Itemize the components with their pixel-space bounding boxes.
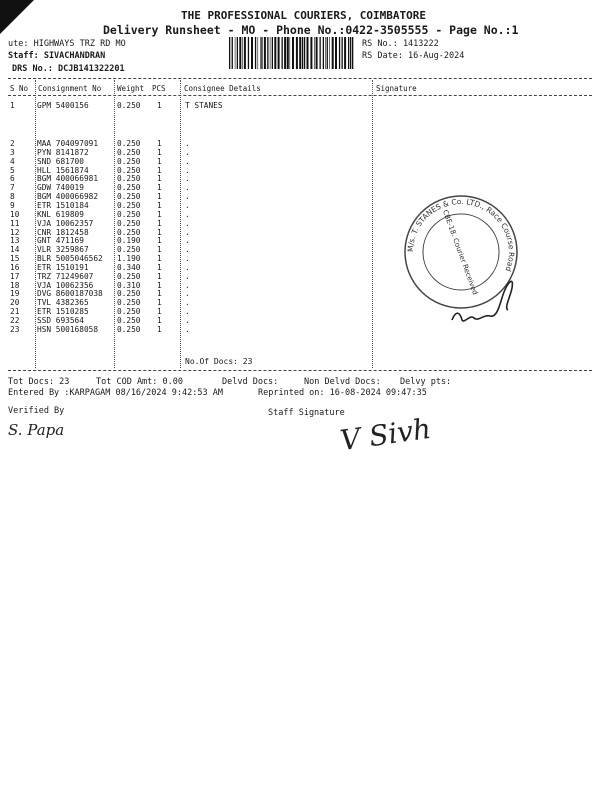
cell-consignee: . xyxy=(185,139,190,148)
route-label: ute: HIGHWAYS TRZ RD MO xyxy=(8,39,126,49)
cell-sno: 4 xyxy=(10,156,15,166)
cell-pcs: 1 xyxy=(157,165,162,175)
no-of-docs: No.Of Docs: 23 xyxy=(185,357,253,366)
cell-weight: 0.250 xyxy=(117,183,141,193)
cell-weight: 0.250 xyxy=(117,101,141,110)
cell-weight: 0.250 xyxy=(117,324,141,334)
cell-pcs: 1 xyxy=(157,280,162,290)
cell-sno: 14 xyxy=(10,245,20,255)
non-delivered-docs: Non Delvd Docs: xyxy=(304,377,381,387)
barcode-bar xyxy=(229,37,230,69)
verified-by-signature: S. Papa xyxy=(8,421,65,439)
cell-sno: 22 xyxy=(10,316,20,325)
cell-consignee: . xyxy=(185,271,190,281)
cell-weight: 0.250 xyxy=(117,307,141,317)
barcode-bar xyxy=(264,37,266,69)
cell-weight: 0.250 xyxy=(117,147,141,157)
cell-sno: 16 xyxy=(10,262,20,272)
cell-sno: 13 xyxy=(10,236,20,246)
tot-docs: Tot Docs: 23 xyxy=(8,377,70,387)
header-divider xyxy=(8,78,592,79)
cell-sno: 2 xyxy=(10,139,15,148)
col-consignee: Consignee Details xyxy=(184,84,261,93)
barcode-bar xyxy=(232,37,233,69)
cell-consignee: . xyxy=(185,298,190,308)
barcode-bar xyxy=(316,37,318,69)
cell-weight: 1.190 xyxy=(117,254,141,264)
cell-consignee: . xyxy=(185,174,190,184)
cell-weight: 0.250 xyxy=(117,209,141,219)
barcode-bar xyxy=(339,37,340,69)
cell-consignment-no: VLR 3259867 xyxy=(37,245,89,255)
barcode-bar xyxy=(292,37,294,69)
cell-consignment-no: VJA 10062356 xyxy=(37,280,94,290)
cell-pcs: 1 xyxy=(157,174,162,184)
delivery-points: Delvy pts: xyxy=(400,377,452,387)
barcode-bar xyxy=(335,37,337,69)
barcode-bar xyxy=(274,37,276,69)
barcode-bar xyxy=(327,37,328,69)
barcode-bar xyxy=(261,37,262,69)
col-weight: Weight xyxy=(117,84,145,93)
cell-pcs: 1 xyxy=(157,298,162,308)
barcode-bar xyxy=(244,37,246,69)
cell-consignee: . xyxy=(185,200,190,210)
barcode-bar xyxy=(287,37,289,69)
cell-sno: 15 xyxy=(10,254,20,264)
barcode-bar xyxy=(323,37,324,69)
cell-sno: 1 xyxy=(10,101,15,110)
cell-consignment-no: SND 681700 xyxy=(37,156,84,166)
cell-weight: 0.250 xyxy=(117,165,141,175)
barcode-bar xyxy=(307,37,309,69)
cell-sno: 3 xyxy=(10,147,15,157)
cell-pcs: 1 xyxy=(157,236,162,246)
cell-sno: 9 xyxy=(10,200,15,210)
cell-consignee: . xyxy=(185,209,190,219)
cell-consignment-no: GDW 740019 xyxy=(37,183,84,193)
runsheet-subtitle: Delivery Runsheet - MO - Phone No.:0422-3505555 - Page No.:1 xyxy=(103,23,519,37)
cell-sno: 17 xyxy=(10,271,20,281)
barcode-bar xyxy=(310,37,312,69)
barcode-bar xyxy=(251,37,253,69)
barcode-bar xyxy=(290,37,291,69)
table-row xyxy=(0,174,600,183)
stamp-outer-text: M/s. T. STANES & Co. LTD., Race Course Road xyxy=(405,196,517,273)
cell-pcs: 1 xyxy=(157,262,162,272)
cell-consignment-no: TVL 4382365 xyxy=(37,298,89,308)
barcode-bar xyxy=(284,37,286,69)
col-pcs: PCS xyxy=(152,84,166,93)
cell-consignee: . xyxy=(185,262,190,272)
delivered-docs: Delvd Docs: xyxy=(222,377,279,387)
rs-number: RS No.: 1413222 xyxy=(362,39,439,49)
barcode-bar xyxy=(255,37,256,69)
cell-pcs: 1 xyxy=(157,183,162,193)
table-header xyxy=(0,84,600,93)
barcode-bar xyxy=(278,37,280,69)
cell-weight: 0.250 xyxy=(117,271,141,281)
entered-by: Entered By :KARPAGAM 08/16/2024 9:42:53 AM xyxy=(8,388,223,398)
cell-consignee: . xyxy=(185,236,190,246)
cell-pcs: 1 xyxy=(157,324,162,334)
cell-sno: 8 xyxy=(10,192,15,202)
cell-consignee: . xyxy=(185,324,190,334)
cell-sno: 19 xyxy=(10,289,20,299)
cell-sno: 20 xyxy=(10,298,20,308)
cell-consignment-no: HSN 500168058 xyxy=(37,324,99,334)
barcode-bar xyxy=(272,37,273,69)
cell-consignee: . xyxy=(185,227,190,237)
cell-pcs: 1 xyxy=(157,147,162,157)
cell-consignment-no: BGM 400066982 xyxy=(37,192,99,202)
cell-consignment-no: GNT 471169 xyxy=(37,236,84,246)
cell-consignee: . xyxy=(185,254,190,264)
barcode-bar xyxy=(239,37,241,69)
barcode-bar xyxy=(267,37,268,69)
barcode-bar xyxy=(350,37,351,69)
cell-pcs: 1 xyxy=(157,307,162,317)
col-signature: Signature xyxy=(376,84,417,93)
cell-consignee: . xyxy=(185,156,190,166)
barcode-bar xyxy=(237,37,238,69)
cell-pcs: 1 xyxy=(157,139,162,148)
cell-pcs: 1 xyxy=(157,192,162,202)
cell-consignee: . xyxy=(185,192,190,202)
stamp-inner-text: CBE-18. Courier Received xyxy=(440,208,480,296)
col-consignment: Consignment No xyxy=(38,84,102,93)
barcode-bar xyxy=(325,37,326,69)
cell-weight: 0.310 xyxy=(117,280,141,290)
cell-pcs: 1 xyxy=(157,209,162,219)
cell-sno: 5 xyxy=(10,165,15,175)
staff-signature: V Sivh xyxy=(338,411,433,458)
table-row xyxy=(0,166,600,175)
cell-sno: 23 xyxy=(10,324,20,334)
barcode-bar xyxy=(304,37,305,69)
table-header-divider xyxy=(8,95,592,96)
cell-consignee: . xyxy=(185,218,190,228)
company-title: THE PROFESSIONAL COURIERS, COIMBATORE xyxy=(181,9,427,22)
cell-consignment-no: BGM 400066981 xyxy=(37,174,99,184)
cell-consignee: . xyxy=(185,289,190,299)
cell-consignment-no: GPM 5400156 xyxy=(37,101,89,110)
table-row xyxy=(0,157,600,166)
col-sno: S No xyxy=(10,84,29,93)
cell-consignment-no: ETR 1510184 xyxy=(37,200,89,210)
cell-sno: 11 xyxy=(10,218,20,228)
cell-consignment-no: ETR 1510191 xyxy=(37,262,89,272)
cell-sno: 12 xyxy=(10,227,20,237)
staff-label: Staff: SIVACHANDRAN xyxy=(8,51,106,61)
table-row xyxy=(0,139,600,148)
reprinted-on: Reprinted on: 16-08-2024 09:47:35 xyxy=(258,388,427,398)
cell-pcs: 1 xyxy=(157,218,162,228)
cell-consignee: . xyxy=(185,316,190,325)
cell-consignment-no: CNR 1812458 xyxy=(37,227,89,237)
table-row xyxy=(0,183,600,192)
cell-weight: 0.250 xyxy=(117,227,141,237)
cell-consignment-no: ETR 1510285 xyxy=(37,307,89,317)
verified-by-label: Verified By xyxy=(8,406,65,416)
cell-consignment-no: DVG 8600187038 xyxy=(37,289,103,299)
barcode-bar xyxy=(242,37,243,69)
barcode-bar xyxy=(299,37,301,69)
cell-weight: 0.250 xyxy=(117,200,141,210)
barcode-bar xyxy=(235,37,236,69)
cell-pcs: 1 xyxy=(157,254,162,264)
cell-consignment-no: HLL 1561874 xyxy=(37,165,89,175)
staff-signature-label: Staff Signature xyxy=(268,408,345,418)
barcode-bar xyxy=(248,37,249,69)
tot-cod-amount: Tot COD Amt: 0.00 xyxy=(96,377,183,387)
cell-consignee: . xyxy=(185,307,190,317)
cell-consignee: . xyxy=(185,280,190,290)
barcode-bar xyxy=(332,37,334,69)
cell-pcs: 1 xyxy=(157,245,162,255)
cell-weight: 0.250 xyxy=(117,298,141,308)
cell-consignment-no: MAA 704097091 xyxy=(37,139,99,148)
receiver-signature xyxy=(448,262,528,332)
barcode-bar xyxy=(270,37,271,69)
barcode-bar xyxy=(282,37,283,69)
barcode-bar xyxy=(329,37,330,69)
cell-sno: 18 xyxy=(10,280,20,290)
cell-weight: 0.250 xyxy=(117,245,141,255)
cell-pcs: 1 xyxy=(157,316,162,325)
rs-date: RS Date: 16-Aug-2024 xyxy=(362,51,465,61)
cell-pcs: 1 xyxy=(157,101,162,110)
table-row xyxy=(0,148,600,157)
cell-sno: 6 xyxy=(10,174,15,184)
cell-consignee: . xyxy=(185,165,190,175)
cell-weight: 0.250 xyxy=(117,289,141,299)
barcode-bar xyxy=(342,37,343,69)
cell-weight: 0.250 xyxy=(117,139,141,148)
cell-consignment-no: KNL 619809 xyxy=(37,209,84,219)
barcode-bar xyxy=(296,37,298,69)
cell-consignment-no: VJA 10062357 xyxy=(37,218,94,228)
cell-consignee: T STANES xyxy=(185,101,223,110)
cell-weight: 0.250 xyxy=(117,218,141,228)
barcode-bar xyxy=(320,37,321,69)
barcode-image xyxy=(229,37,354,69)
cell-pcs: 1 xyxy=(157,156,162,166)
cell-sno: 21 xyxy=(10,307,20,317)
barcode-bar xyxy=(344,37,346,69)
barcode-bar xyxy=(348,37,349,69)
barcode-bar xyxy=(352,37,353,69)
cell-weight: 0.340 xyxy=(117,262,141,272)
cell-pcs: 1 xyxy=(157,200,162,210)
cell-consignee: . xyxy=(185,183,190,193)
barcode-bar xyxy=(260,37,261,69)
cell-weight: 0.250 xyxy=(117,174,141,184)
cell-weight: 0.190 xyxy=(117,236,141,246)
cell-weight: 0.250 xyxy=(117,156,141,166)
barcode-bar xyxy=(302,37,303,69)
cell-sno: 7 xyxy=(10,183,15,193)
drs-number: DRS No.: DCJB141322201 xyxy=(12,64,125,74)
cell-pcs: 1 xyxy=(157,271,162,281)
cell-pcs: 1 xyxy=(157,289,162,299)
cell-consignment-no: TRZ 71249607 xyxy=(37,271,94,281)
cell-weight: 0.250 xyxy=(117,316,141,325)
cell-consignment-no: SSD 693564 xyxy=(37,316,84,325)
cell-consignee: . xyxy=(185,245,190,255)
cell-pcs: 1 xyxy=(157,227,162,237)
table-row xyxy=(0,101,600,110)
barcode-bar xyxy=(314,37,315,69)
cell-consignee: . xyxy=(185,147,190,157)
barcode-bar xyxy=(258,37,259,69)
scan-corner-mark xyxy=(0,0,34,34)
cell-consignment-no: BLR 5005046562 xyxy=(37,254,103,264)
table-bottom-divider xyxy=(8,370,592,371)
cell-sno: 10 xyxy=(10,209,20,219)
cell-weight: 0.250 xyxy=(117,192,141,202)
cell-consignment-no: PYN 8141872 xyxy=(37,147,89,157)
